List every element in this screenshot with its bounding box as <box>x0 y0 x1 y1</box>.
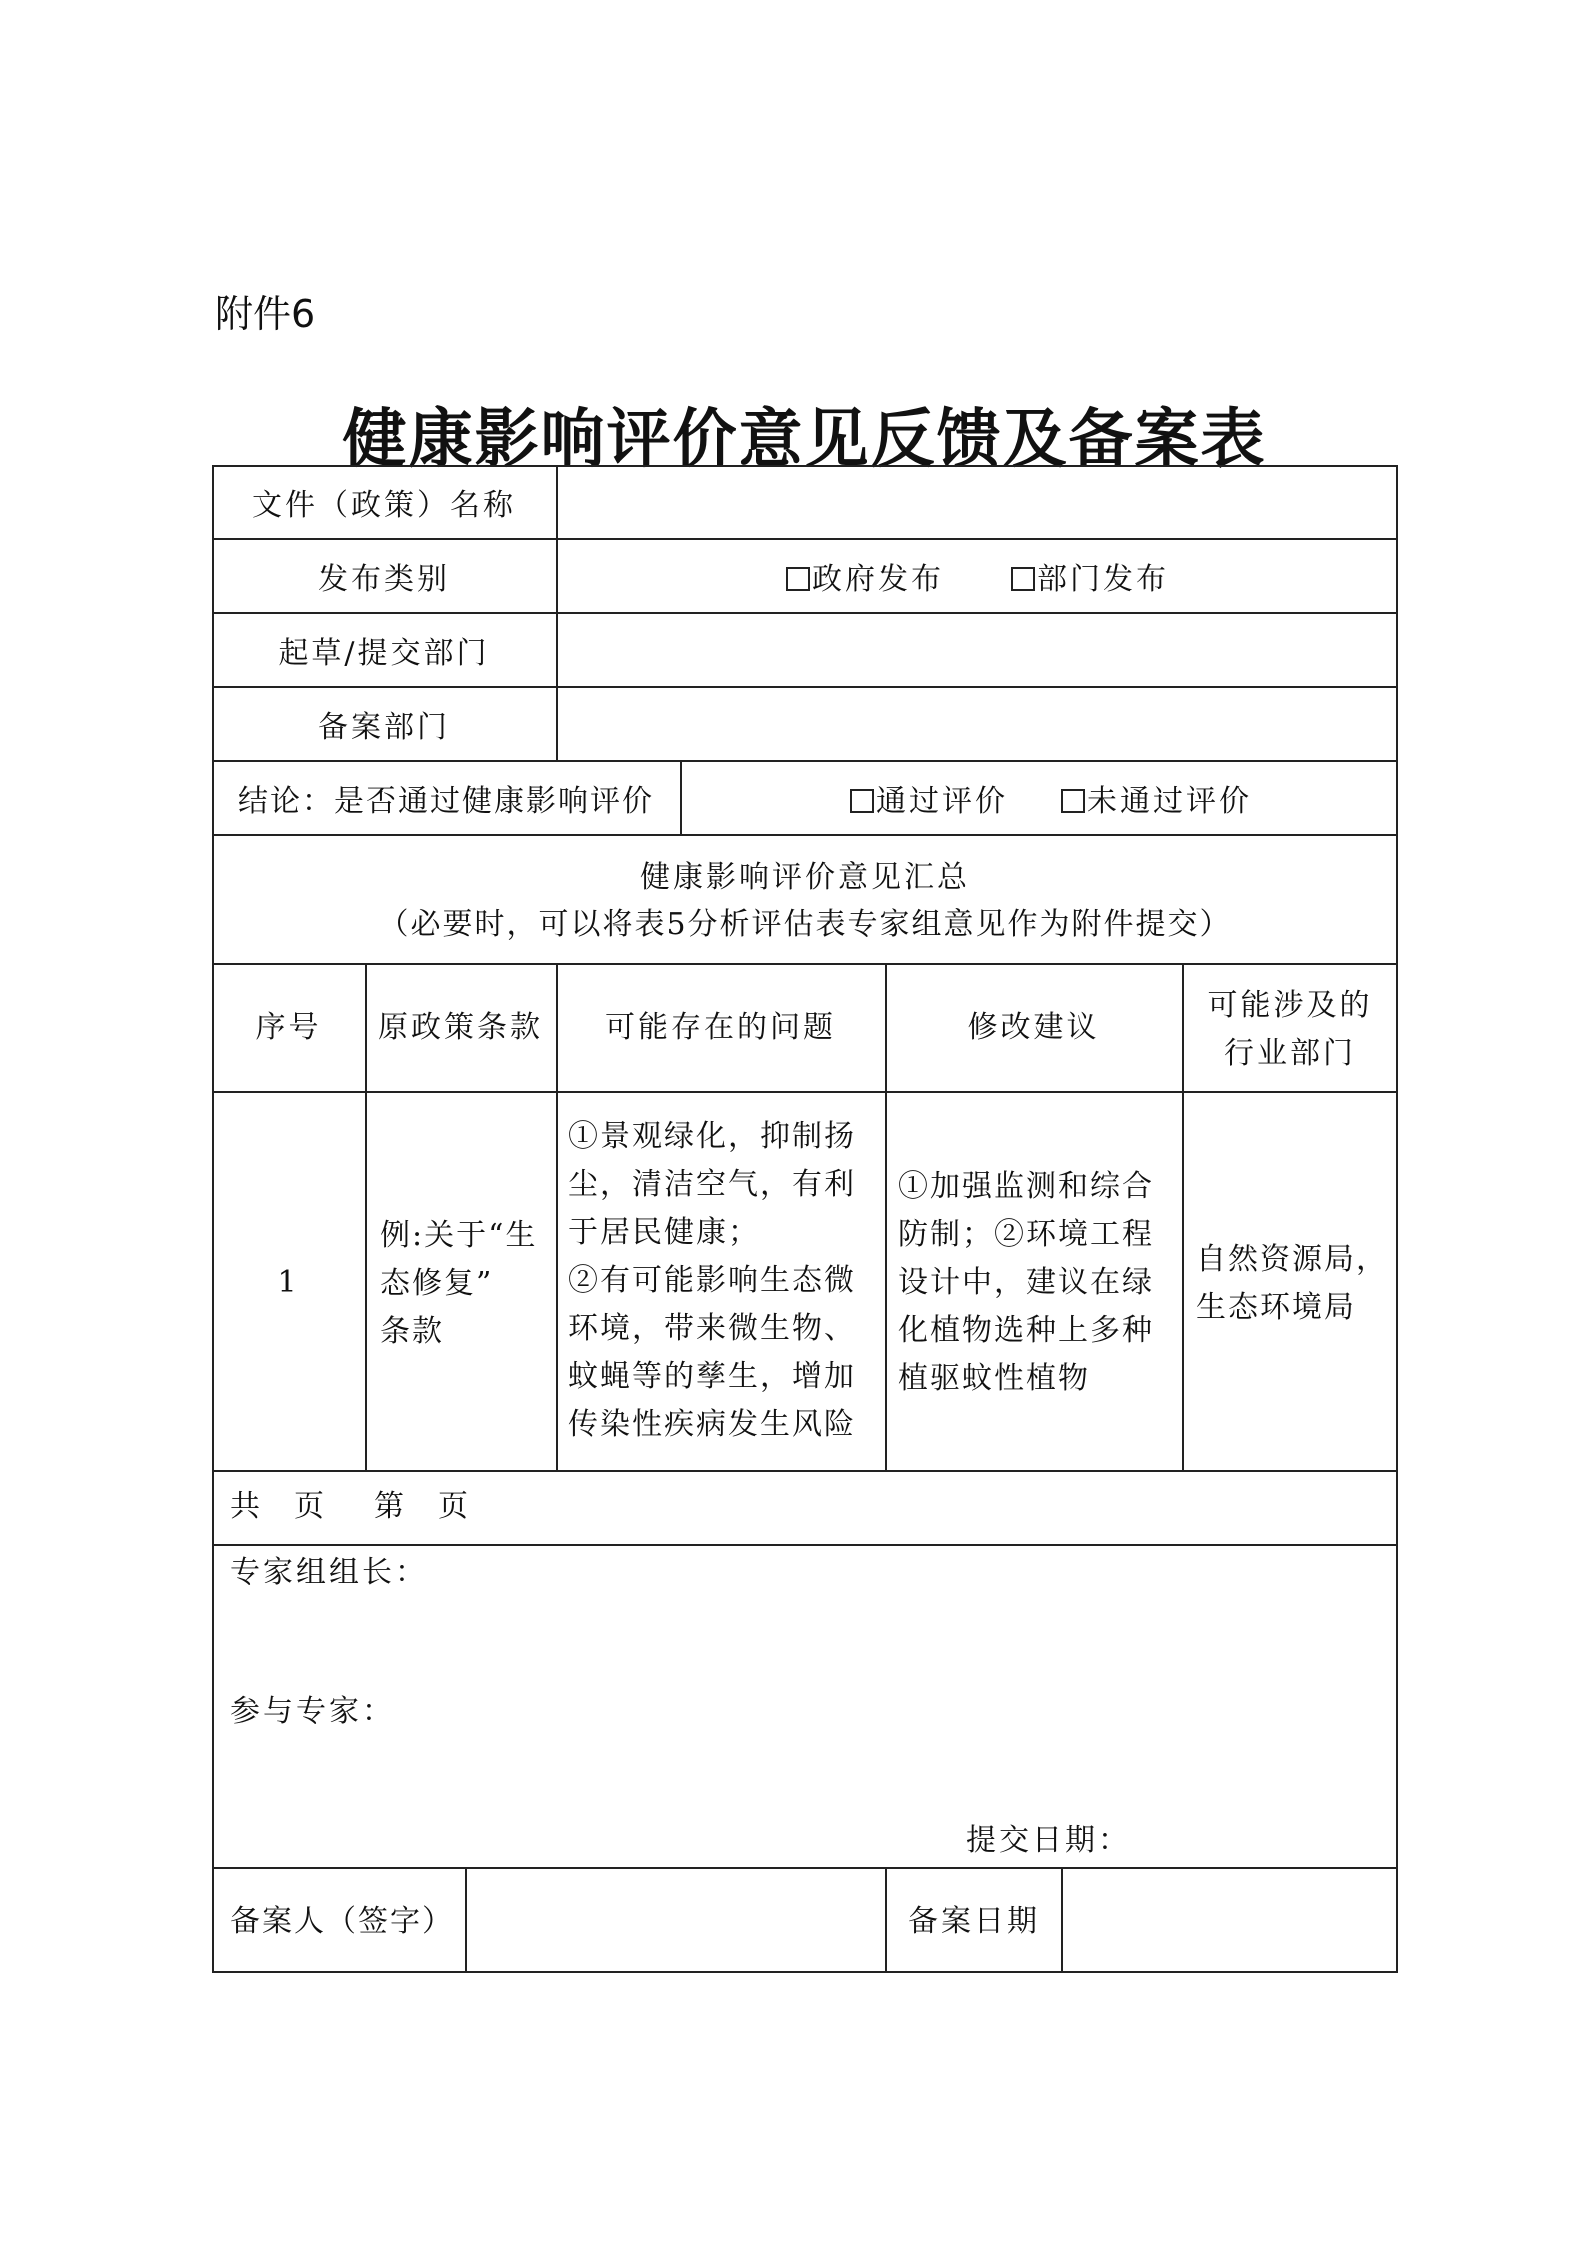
col-divider <box>465 1867 467 1973</box>
category-label: 发布类别 <box>318 562 450 597</box>
attachment-label: 附件6 <box>215 292 316 336</box>
drafting-dept-label: 起草/提交部门 <box>278 636 490 671</box>
expert-members-label: 参与专家： <box>230 1694 395 1729</box>
checkbox-icon[interactable] <box>1011 567 1035 591</box>
row-divider <box>212 538 1398 540</box>
filing-dept-field[interactable] <box>560 690 1394 756</box>
option-government[interactable]: 政府发布 <box>786 565 944 595</box>
pagination-total: 共 <box>230 1489 263 1524</box>
expert-leader-label: 专家组组长： <box>230 1555 428 1590</box>
checkbox-icon[interactable] <box>850 789 874 813</box>
row-divider <box>212 1470 1398 1472</box>
col-header-suggestion: 修改建议 <box>967 1010 1100 1045</box>
row-number: 1 <box>277 1265 300 1300</box>
option-not-passed[interactable]: 未通过评价 <box>1061 787 1252 817</box>
dept-cell: 自然资源局， 生态环境局 <box>1196 1242 1388 1325</box>
option-passed[interactable]: 通过评价 <box>850 787 1008 817</box>
clause-cell: 例:关于“生 态修复” 条款 <box>380 1218 538 1349</box>
filing-signature-field[interactable] <box>469 1871 881 1969</box>
checkbox-icon[interactable] <box>1061 789 1085 813</box>
problem-cell: ①景观绿化，抑制扬 尘，清洁空气，有利 于居民健康； ②有可能影响生态微 环境，带来微生物、 蚊蝇等的孳生，增加 传染性疾病发生风险 <box>568 1119 856 1442</box>
row-divider <box>212 686 1398 688</box>
form-title: 健康影响评价意见反馈及备案表 <box>342 402 1267 477</box>
filing-date-label: 备案日期 <box>908 1904 1040 1939</box>
row-divider <box>212 1867 1398 1869</box>
pagination-page-unit: 页 <box>438 1489 471 1524</box>
summary-title: 健康影响评价意见汇总 <box>640 860 970 895</box>
col-divider <box>556 465 558 760</box>
filing-dept-label: 备案部门 <box>318 710 450 745</box>
row-divider <box>212 760 1398 762</box>
conclusion-label: 结论：是否通过健康影响评价 <box>238 784 654 819</box>
col-header-dept-line2: 行业部门 <box>1224 1036 1356 1071</box>
col-header-number: 序号 <box>255 1010 322 1045</box>
option-department[interactable]: 部门发布 <box>1011 565 1169 595</box>
row-divider <box>212 1091 1398 1093</box>
col-divider <box>885 1867 887 1973</box>
col-divider <box>680 760 682 834</box>
filing-person-label: 备案人（签字） <box>230 1904 454 1939</box>
submit-date-label: 提交日期： <box>966 1823 1131 1858</box>
doc-name-field[interactable] <box>560 470 1394 534</box>
checkbox-icon[interactable] <box>786 567 810 591</box>
filing-date-field[interactable] <box>1065 1871 1394 1969</box>
doc-name-label: 文件（政策）名称 <box>252 488 516 523</box>
row-divider <box>212 1544 1398 1546</box>
col-divider <box>1061 1867 1063 1973</box>
drafting-dept-field[interactable] <box>560 616 1394 682</box>
row-divider <box>212 963 1398 965</box>
row-divider <box>212 612 1398 614</box>
suggestion-cell: ①加强监测和综合 防制；②环境工程 设计中，建议在绿 化植物选种上多种 植驱蚊性植物 <box>898 1169 1154 1396</box>
pagination-nth: 第 <box>374 1489 407 1524</box>
col-header-clause: 原政策条款 <box>378 1010 543 1045</box>
row-divider <box>212 834 1398 836</box>
col-header-problem: 可能存在的问题 <box>605 1010 836 1045</box>
summary-note: （必要时，可以将表5分析评估表专家组意见作为附件提交） <box>378 907 1232 942</box>
col-header-dept-line1: 可能涉及的 <box>1207 988 1373 1023</box>
pagination-page-unit: 页 <box>294 1489 327 1524</box>
